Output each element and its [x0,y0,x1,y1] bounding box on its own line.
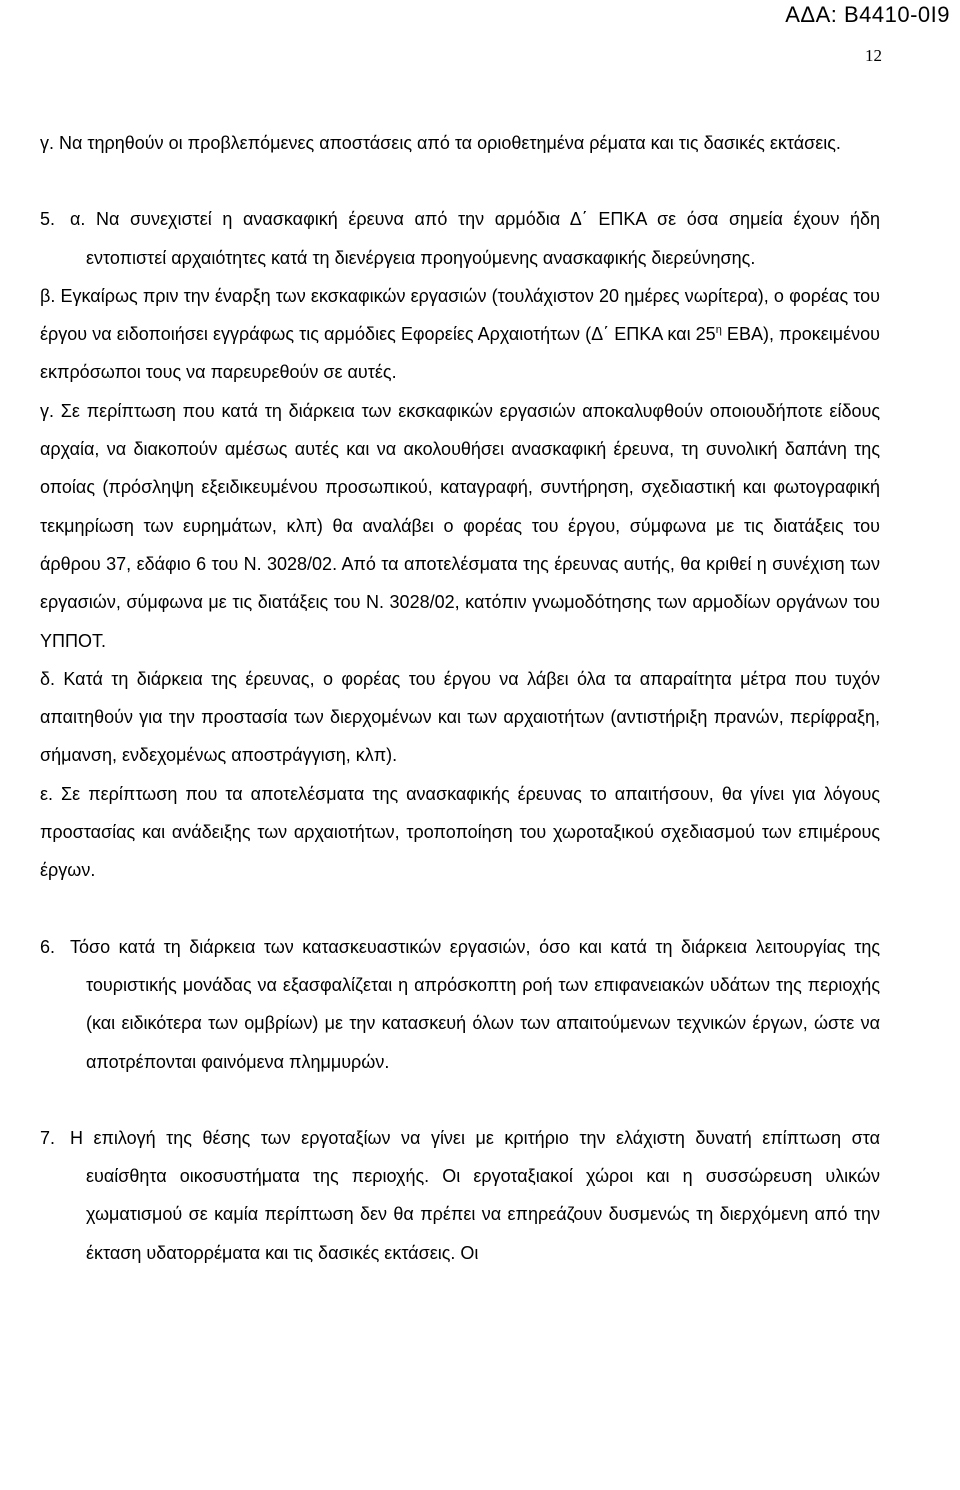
paragraph-item5-d: δ. Κατά τη διάρκεια της έρευνας, ο φορέας του έργου να λάβει όλα τα απαραίτητα μέτρα που τυχόν απαιτηθούν για την προστασία των διερχομένων και των αρχαιοτήτων (αντιστήριξη πρανών, περίφραξη, σήμανση, ενδεχομένως αποστράγγιση, κλπ). [40,668,880,766]
page-number: 12 [865,46,882,65]
item6-text: Τόσο κατά τη διάρκεια των κατασκευαστικών εργασιών, όσο και κατά τη διάρκεια λειτουργίας της τουριστικής μονάδας να εξασφαλίζεται η απρόσκοπτη ροή των επιφανειακών υδάτων της περιοχής (και ειδικότερα των ομβρίων) με την κατασκευή όλων των απαιτούμενων τεχνικών έργων, ώστε να αποτρέπονται φαινόμενα πλημμυρών. [70,936,880,1072]
item6-number: 6. [40,936,56,957]
item5-b-text-2: ΕΒΑ), προκειμένου εκπρόσωποι τους να παρευρεθούν σε αυτές. [40,324,880,383]
document-body [40,124,880,1272]
item7-number: 7. [40,1127,56,1148]
ada-code: ΑΔΑ: Β4410-0Ι9 [785,2,950,27]
paragraph-item5-e: ε. Σε περίπτωση που τα αποτελέσματα της ανασκαφικής έρευνας το απαιτήσουν, θα γίνει για λόγους προστασίας και ανάδειξης των αρχαιοτήτων, τροποποίηση του χωροταξικού σχεδιασμού των επιμέρους έργων. [40,783,880,881]
paragraph-item6 [40,928,880,1081]
paragraph-item5-a [40,200,880,277]
paragraph-item5-b [40,277,880,392]
paragraph-item4-g: γ. Να τηρηθούν οι προβλεπόμενες αποστάσεις από τα οριοθετημένα ρέματα και τις δασικές εκτάσεις. [40,133,841,153]
item5-a-text: α. Να συνεχιστεί η ανασκαφική έρευνα από την αρμόδια Δ΄ ΕΠΚΑ σε όσα σημεία έχουν ήδη εντοπιστεί αρχαιότητες κατά τη διενέργεια προηγούμενης ανασκαφικής διερεύνησης. [70,209,880,268]
paragraph-item5-g: γ. Σε περίπτωση που κατά τη διάρκεια των εκσκαφικών εργασιών αποκαλυφθούν οποιουδήποτε είδους αρχαία, να διακοπούν αμέσως αυτές και να ακολουθήσει ανασκαφική έρευνα, τη συνολική δαπάνη της οποίας (πρόσληψη εξειδικευμένου προσωπικού, καταγραφή, συντήρηση, σχεδιαστική και φωτογραφική τεκμηρίωση των ευρημάτων, κλπ) θα αναλάβει ο φορέας του έργου, σύμφωνα με τις διατάξεις του άρθρου 37, εδάφιο 6 του Ν. 3028/02. Από τα αποτελέσματα της έρευνας αυτής, θα κριθεί η συνέχιση των εργασιών, σύμφωνα με τις διατάξεις του Ν. 3028/02, κατόπιν γνωμοδότησης των αρμοδίων οργάνων του ΥΠΠΟΤ. [40,400,880,651]
item5-b-text-1: β. Εγκαίρως πριν την έναρξη των εκσκαφικών εργασιών (τουλάχιστον 20 ημέρες νωρίτερα), ο φορέας του έργου να ειδοποιήσει εγγράφως τις αρμόδιες Εφορείες Αρχαιοτήτων (Δ΄ ΕΠΚΑ και 25 [40,285,880,345]
item7-text: Η επιλογή της θέσης των εργοταξίων να γίνει με κριτήριο την ελάχιστη δυνατή επίπτωση στα ευαίσθητα οικοσυστήματα της περιοχής. Οι εργοταξιακοί χώροι και η συσσώρευση υλικών χωματισμού σε καμία περίπτωση δεν θα πρέπει να επηρεάζουν δυσμενώς τη διερχόμενη από την έκταση υδατορρέματα και τις δασικές εκτάσεις. Οι [70,1127,880,1263]
item5-b-superscript: η [715,324,722,337]
item5-number: 5. [40,209,56,230]
paragraph-item7 [40,1119,880,1272]
